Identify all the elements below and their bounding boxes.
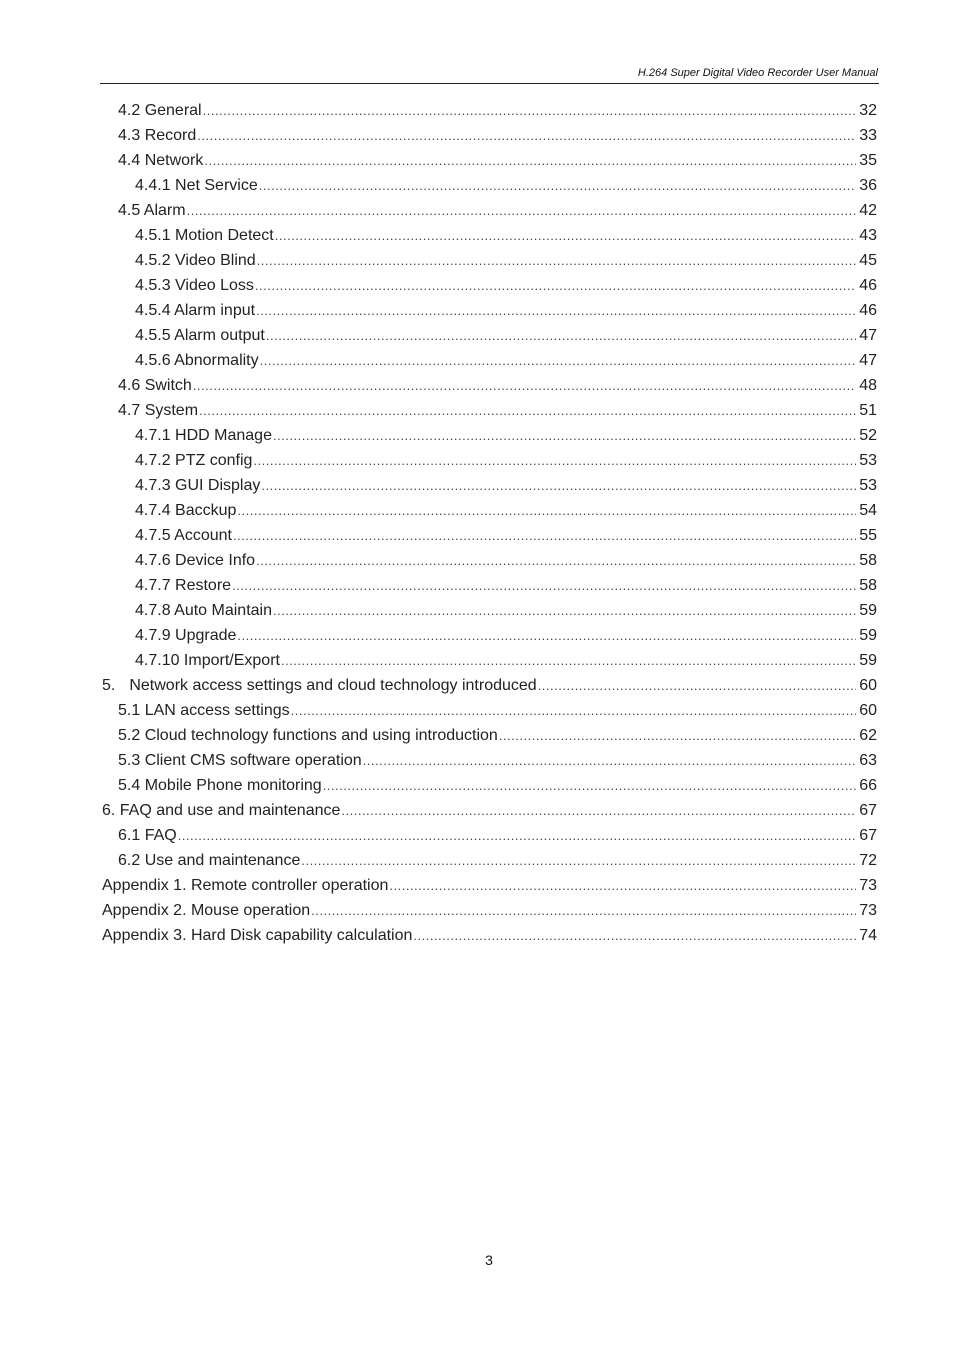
toc-entry[interactable] bbox=[118, 850, 877, 872]
toc-leader-dots bbox=[323, 775, 857, 797]
toc-entry[interactable] bbox=[118, 150, 877, 172]
toc-leader-dots bbox=[260, 350, 857, 372]
toc-leader-dots bbox=[261, 475, 856, 497]
toc-entry[interactable] bbox=[118, 200, 877, 222]
toc-entry-page: 35 bbox=[859, 152, 877, 169]
toc-leader-dots bbox=[255, 275, 856, 297]
toc-leader-dots bbox=[199, 400, 856, 422]
toc-entry[interactable] bbox=[135, 350, 877, 372]
toc-entry[interactable] bbox=[135, 250, 877, 272]
toc-leader-dots bbox=[311, 900, 856, 922]
toc-entry-page: 45 bbox=[859, 252, 877, 269]
toc-entry-page: 52 bbox=[859, 427, 877, 444]
toc-entry-title: 4.7.10 Import/Export bbox=[135, 652, 280, 669]
toc-leader-dots bbox=[256, 300, 856, 322]
toc-entry-page: 55 bbox=[859, 527, 877, 544]
toc-entry-title: 4.5.6 Abnormality bbox=[135, 352, 259, 369]
page-number: 3 bbox=[485, 1252, 493, 1268]
toc-entry[interactable] bbox=[135, 650, 877, 672]
toc-entry-page: 58 bbox=[859, 577, 877, 594]
toc-leader-dots bbox=[301, 850, 856, 872]
toc-leader-dots bbox=[266, 325, 856, 347]
toc-entry-title: 6.2 Use and maintenance bbox=[118, 852, 301, 869]
toc-leader-dots bbox=[538, 675, 857, 697]
toc-entry[interactable] bbox=[135, 475, 877, 497]
toc-entry-page: 74 bbox=[859, 927, 877, 944]
toc-entry-page: 33 bbox=[859, 127, 877, 144]
toc-entry[interactable] bbox=[102, 675, 877, 697]
toc-entry[interactable] bbox=[118, 825, 877, 847]
toc-entry-title: 5.4 Mobile Phone monitoring bbox=[118, 777, 322, 794]
toc-entry[interactable] bbox=[135, 575, 877, 597]
toc-leader-dots bbox=[233, 525, 856, 547]
toc-leader-dots bbox=[237, 625, 856, 647]
toc-entry-page: 47 bbox=[859, 352, 877, 369]
toc-entry-number: 5. bbox=[102, 677, 116, 694]
toc-entry-page: 66 bbox=[859, 777, 877, 794]
toc-entry-title: 4.7.5 Account bbox=[135, 527, 232, 544]
toc-leader-dots bbox=[187, 200, 857, 222]
toc-entry-page: 73 bbox=[859, 902, 877, 919]
toc-entry-title: 4.7.3 GUI Display bbox=[135, 477, 261, 494]
toc-leader-dots bbox=[256, 550, 856, 572]
toc-entry-title: 4.4 Network bbox=[118, 152, 204, 169]
toc-leader-dots bbox=[237, 500, 856, 522]
toc-entry[interactable] bbox=[135, 450, 877, 472]
toc-entry-page: 48 bbox=[859, 377, 877, 394]
toc-entry-page: 46 bbox=[859, 277, 877, 294]
toc-leader-dots bbox=[275, 225, 856, 247]
toc-entry-title: 4.2 General bbox=[118, 102, 202, 119]
toc-leader-dots bbox=[273, 600, 856, 622]
toc-entry-title: 5.1 LAN access settings bbox=[118, 702, 290, 719]
toc-entry-title: 4.7.8 Auto Maintain bbox=[135, 602, 272, 619]
toc-entry[interactable] bbox=[135, 550, 877, 572]
toc-entry[interactable] bbox=[135, 175, 877, 197]
toc-entry[interactable] bbox=[135, 625, 877, 647]
toc-entry-title: 4.5.1 Motion Detect bbox=[135, 227, 274, 244]
toc-entry[interactable] bbox=[118, 375, 877, 397]
toc-entry-page: 46 bbox=[859, 302, 877, 319]
toc-entry-page: 43 bbox=[859, 227, 877, 244]
toc-entry-page: 59 bbox=[859, 652, 877, 669]
toc-entry-title: 4.7.1 HDD Manage bbox=[135, 427, 272, 444]
toc-entry[interactable] bbox=[135, 275, 877, 297]
toc-entry-page: 53 bbox=[859, 452, 877, 469]
toc-entry-title: 4.7 System bbox=[118, 402, 199, 419]
toc-entry-page: 42 bbox=[859, 202, 877, 219]
toc-entry-title: 6. FAQ and use and maintenance bbox=[102, 802, 341, 819]
toc-entry-title: Appendix 1. Remote controller operation bbox=[102, 877, 389, 894]
toc-entry[interactable] bbox=[118, 725, 877, 747]
running-header: H.264 Super Digital Video Recorder User Manual bbox=[637, 67, 878, 79]
toc-entry-title: Appendix 2. Mouse operation bbox=[102, 902, 311, 919]
toc-entry-page: 51 bbox=[859, 402, 877, 419]
toc-entry-title: 4.5.4 Alarm input bbox=[135, 302, 256, 319]
toc-entry[interactable] bbox=[102, 875, 877, 897]
toc-entry[interactable] bbox=[135, 225, 877, 247]
toc-entry-page: 36 bbox=[859, 177, 877, 194]
toc-leader-dots bbox=[193, 375, 856, 397]
toc-entry-page: 67 bbox=[859, 802, 877, 819]
toc-leader-dots bbox=[341, 800, 856, 822]
toc-leader-dots bbox=[197, 125, 856, 147]
toc-entry-title: 4.5 Alarm bbox=[118, 202, 186, 219]
toc-entry-page: 59 bbox=[859, 602, 877, 619]
toc-leader-dots bbox=[389, 875, 856, 897]
toc-entry[interactable] bbox=[135, 425, 877, 447]
toc-entry[interactable] bbox=[118, 100, 877, 122]
toc-entry[interactable] bbox=[102, 800, 877, 822]
toc-entry[interactable] bbox=[118, 400, 877, 422]
toc-entry[interactable] bbox=[135, 300, 877, 322]
toc-leader-dots bbox=[259, 175, 856, 197]
toc-entry-title: 4.7.2 PTZ config bbox=[135, 452, 253, 469]
toc-leader-dots bbox=[291, 700, 857, 722]
toc-entry[interactable] bbox=[102, 900, 877, 922]
toc-entry-page: 73 bbox=[859, 877, 877, 894]
toc-entry-title: 4.7.6 Device Info bbox=[135, 552, 256, 569]
toc-leader-dots bbox=[203, 100, 857, 122]
toc-entry-page: 59 bbox=[859, 627, 877, 644]
toc-leader-dots bbox=[413, 925, 856, 947]
toc-entry-title: Network access settings and cloud technology introduced bbox=[129, 677, 537, 694]
toc-leader-dots bbox=[363, 750, 857, 772]
toc-entry[interactable] bbox=[118, 125, 877, 147]
toc-entry-page: 32 bbox=[859, 102, 877, 119]
toc-entry-page: 54 bbox=[859, 502, 877, 519]
toc-entry-title: 4.5.2 Video Blind bbox=[135, 252, 256, 269]
toc-leader-dots bbox=[273, 425, 856, 447]
toc-entry-page: 67 bbox=[859, 827, 877, 844]
toc-entry-title: 6.1 FAQ bbox=[118, 827, 177, 844]
toc-entry-page: 72 bbox=[859, 852, 877, 869]
toc-entry[interactable] bbox=[118, 700, 877, 722]
toc-entry[interactable] bbox=[102, 925, 877, 947]
toc-leader-dots bbox=[204, 150, 856, 172]
toc-entry-title: Appendix 3. Hard Disk capability calculation bbox=[102, 927, 413, 944]
toc-entry-title: 4.3 Record bbox=[118, 127, 197, 144]
toc-entry[interactable] bbox=[118, 775, 877, 797]
toc-entry-title: 4.6 Switch bbox=[118, 377, 192, 394]
toc-entry[interactable] bbox=[135, 500, 877, 522]
toc-leader-dots bbox=[232, 575, 856, 597]
toc-leader-dots bbox=[281, 650, 856, 672]
toc-entry-page: 53 bbox=[859, 477, 877, 494]
toc-entry-page: 47 bbox=[859, 327, 877, 344]
toc-entry-title: 4.5.5 Alarm output bbox=[135, 327, 265, 344]
toc-leader-dots bbox=[178, 825, 857, 847]
toc-entry-title: 5.2 Cloud technology functions and using introduction bbox=[118, 727, 498, 744]
toc-entry[interactable] bbox=[135, 325, 877, 347]
header-divider bbox=[100, 83, 879, 84]
toc-entry[interactable] bbox=[135, 525, 877, 547]
toc-entry[interactable] bbox=[118, 750, 877, 772]
toc-leader-dots bbox=[257, 250, 857, 272]
toc-entry-page: 58 bbox=[859, 552, 877, 569]
toc-entry-title: 4.7.7 Restore bbox=[135, 577, 232, 594]
toc-entry-page: 63 bbox=[859, 752, 877, 769]
toc-entry-page: 60 bbox=[859, 677, 877, 694]
toc-entry[interactable] bbox=[135, 600, 877, 622]
toc-entry-title: 4.7.9 Upgrade bbox=[135, 627, 237, 644]
toc-entry-page: 60 bbox=[859, 702, 877, 719]
toc-leader-dots bbox=[499, 725, 856, 747]
toc-entry-title: 4.7.4 Bacckup bbox=[135, 502, 237, 519]
toc-entry-page: 62 bbox=[859, 727, 877, 744]
toc-entry-title: 5.3 Client CMS software operation bbox=[118, 752, 362, 769]
toc-entry-title: 4.5.3 Video Loss bbox=[135, 277, 254, 294]
toc-entry-title: 4.4.1 Net Service bbox=[135, 177, 258, 194]
toc-leader-dots bbox=[253, 450, 856, 472]
